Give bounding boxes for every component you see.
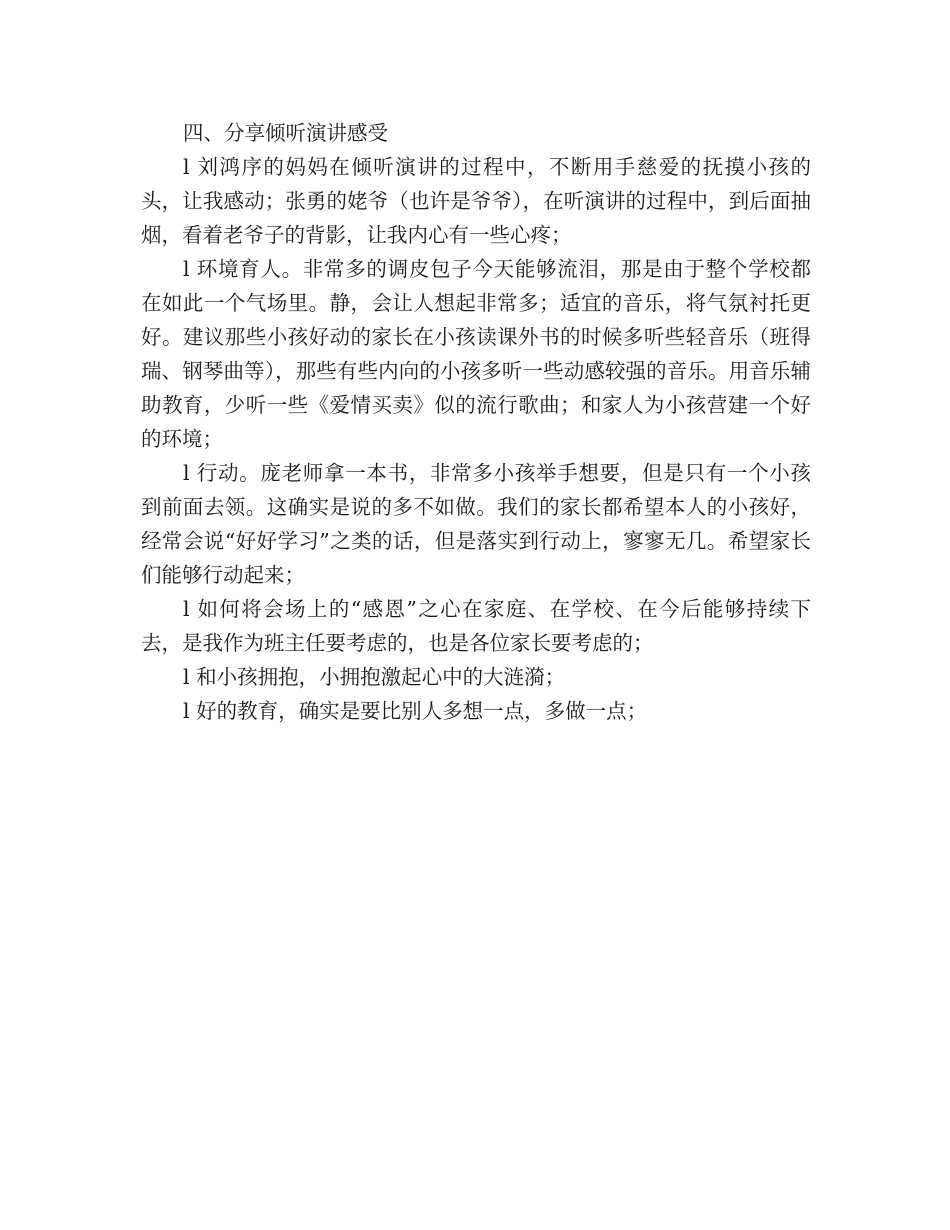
paragraph-action: l 行动。庞老师拿一本书，非常多小孩举手想要，但是只有一个小孩到前面去领。这确实是说的多不如做。我们的家长都希望本人的小孩好，经常会说“好好学习”之类的话，但是落实到行动上，寥寥无几。希望家长们能够行动起来； [141, 461, 811, 587]
section-heading: 四、分享倾听演讲感受 [183, 121, 388, 145]
paragraph-parent-feelings: l 刘鸿序的妈妈在倾听演讲的过程中，不断用手慈爱的抚摸小孩的头，让我感动；张勇的姥爷（也许是爷爷），在听演讲的过程中，到后面抽烟，看着老爷子的背影，让我内心有一些心疼； [141, 155, 811, 247]
paragraph-gratitude: l 如何将会场上的“感恩”之心在家庭、在学校、在今后能够持续下去，是我作为班主任要考虑的，也是各位家长要考虑的； [141, 597, 811, 655]
paragraph-hug: l 和小孩拥抱，小拥抱激起心中的大涟漪； [183, 665, 566, 689]
document-body [141, 116, 811, 728]
paragraph-education: l 好的教育，确实是要比别人多想一点，多做一点； [183, 699, 648, 723]
paragraph-environment: l 环境育人。非常多的调皮包子今天能够流泪，那是由于整个学校都在如此一个气场里。静，会让人想起非常多；适宜的音乐，将气氛衬托更好。建议那些小孩好动的家长在小孩读课外书的时候多听些轻音乐（班得瑞、钢琴曲等），那些有些内向的小孩多听一些动感较强的音乐。用音乐辅助教育，少听一些《爱情买卖》似的流行歌曲；和家人为小孩营建一个好的环境； [141, 257, 811, 451]
